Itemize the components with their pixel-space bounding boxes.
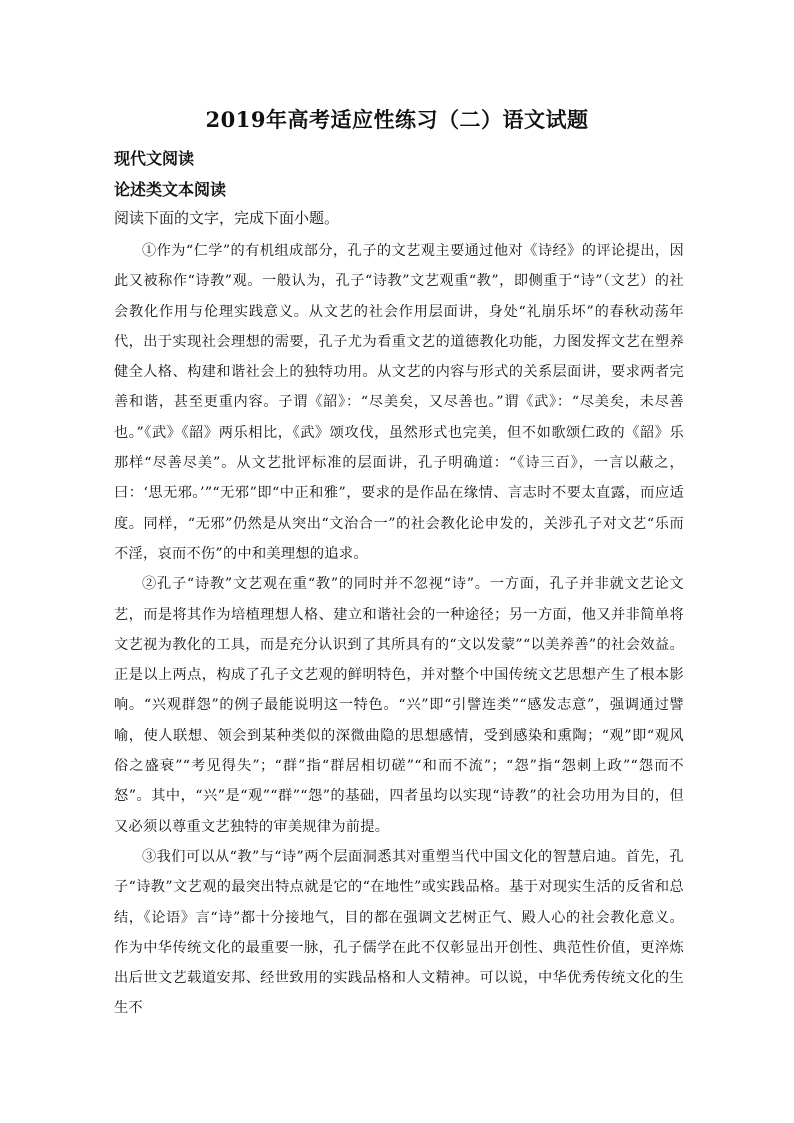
reading-instruction: 阅读下面的文字，完成下面小题。 [114, 209, 340, 227]
passage-paragraph-3: ③我们可以从“教”与“诗”两个层面洞悉其对重塑当代中国文化的智慧启迪。首先，孔子“诗教”文艺观的最突出特点就是它的“在地性”或实践品格。基于对现实生活的反省和总结，《论语》言“诗”都十分接地气，目的都在强调文艺树正气、殿人心的社会教化意义。作为中华传统文化的最重要一脉，孔子儒学在此不仅彰显出开创性、典范性价值，更淬炼出后世文艺载道安邦、经世致用的实践品格和人文精神。可以说，中华优秀传统文化的生生不 [114, 848, 684, 1017]
exam-title: 2019年高考适应性练习（二）语文试题 [205, 107, 589, 132]
passage-paragraph-2: ②孔子“诗教”文艺观在重“教”的同时并不忽视“诗”。一方面，孔子并非就文艺论文艺，而是将其作为培植理想人格、建立和谐社会的一种途径；另一方面，他又并非简单将文艺视为教化的工具，而是充分认识到了其所具有的“文以发蒙”“以美养善”的社会效益。正是以上两点，构成了孔子文艺观的鲜明特色，并对整个中国传统文艺思想产生了根本影响。“兴观群怨”的例子最能说明这一特色。“兴”即“引譬连类”“感发志意”，强调通过譬喻，使人联想、领会到某种类似的深微曲隐的思想感情，受到感染和熏陶；“观”即“观风俗之盛衰”“考见得失”；“群”指“群居相切磋”“和而不流”；“怨”指“怨刺上政”“怨而不怒”。其中，“兴”是“观”“群”“怨”的基础，四者虽均以实现“诗教”的社会功用为目的，但又必须以尊重文艺独特的审美规律为前提。 [114, 576, 684, 835]
passage-paragraph-1: ①作为“仁学”的有机组成部分，孔子的文艺观主要通过他对《诗经》的评论提出，因此又被称作“诗教”观。一般认为，孔子“诗教”文艺观重“教”，即侧重于“诗”（文艺）的社会教化作用与伦理实践意义。从文艺的社会作用层面讲，身处“礼崩乐坏”的春秋动荡年代，出于实现社会理想的需要，孔子尤为看重文艺的道德教化功能，力图发挥文艺在塑养健全人格、构建和谐社会上的独特功用。从文艺的内容与形式的关系层面讲，要求两者完善和谐，甚至更重内容。子谓《韶》：“尽美矣，又尽善也。”谓《武》：“尽美矣，未尽善也。”《武》《韶》两乐相比，《武》颂攻伐，虽然形式也完美，但不如歌颂仁政的《韶》乐那样“尽善尽美”。从文艺批评标准的层面讲，孔子明确道：“《诗三百》，一言以蔽之，曰：‘思无邪。’”“无邪”即“中正和雅”，要求的是作品在缘情、言志时不要太直露，而应适度。同样，“无邪”仍然是从突出“文治合一”的社会教化论申发的，关涉孔子对文艺“乐而不淫，哀而不伤”的中和美理想的追求。 [114, 243, 684, 562]
subsection-heading: 论述类文本阅读 [114, 180, 227, 199]
passage-body [114, 236, 684, 1024]
section-heading: 现代文阅读 [114, 149, 195, 168]
